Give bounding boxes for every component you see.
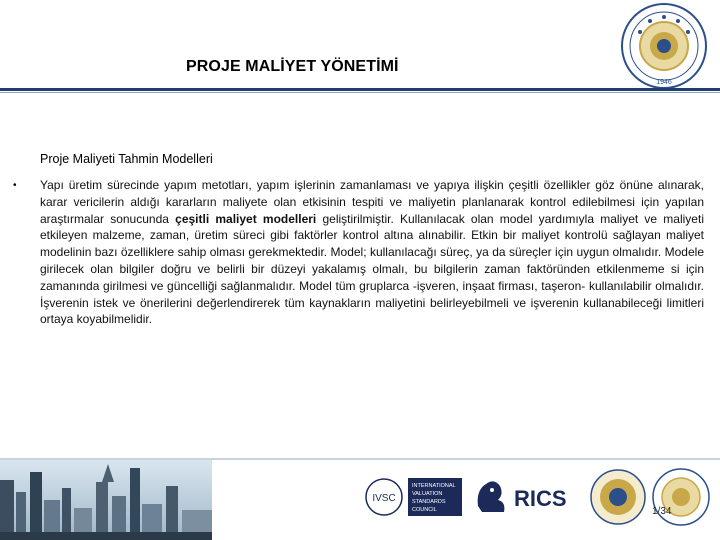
- svg-text:1946: 1946: [656, 79, 672, 86]
- svg-text:STANDARDS: STANDARDS: [412, 499, 446, 505]
- footer-seal-right: [650, 466, 712, 528]
- university-seal-logo: [620, 2, 708, 90]
- paragraph-text-end: geliştirilmiştir. Kullanılacak olan model yardımıyla maliyet ve maliyeti etkileyen malzeme, zaman, üretim süreci gibi faktörler kontrol altına alınabilir. Etkin bir maliyet kontrolü sağlayan maliyet modelinin bazı özelliklere sahip olması gerekmektedir. Model; kullanılacağı süreç, ya da süreçler için uygun olmalıdır. Modele girilecek olan bilgiler doğru ve belirli bir düzeyi yakalamış olmalı, bu bilgilerin zaman faktöründen etkilenmeme si için zamanında girilmesi ve güncelliği sağlanmalıdır. Model tüm gruplarca -işveren, inşaat firması, taşeron- kullanılabilir olmalıdır. İşverenin istek ve önerilerini değerlendirerek tüm kaynakların maliyetini belirleyebilmeli ve işverenin kullanabileceği limitleri ortaya koyabilmelidir.: [40, 211, 704, 327]
- paragraph-text-start: Yapı üretim sürecinde yapım metotları, yapım işlerinin zamanlaması ve yapıya ilişkin çeşitli özellikler göz önüne alınarak, karar vericilerin aldığı kararların maliyete olan etkisinin tespiti ve maliyetin planlanarak kontrol edilebilmesi için yapılan araştırmalar sonucunda: [40, 178, 704, 226]
- section-subtitle: Proje Maliyeti Tahmin Modelleri: [40, 152, 213, 166]
- rics-logo: [470, 466, 580, 528]
- rics-logo-label: RICS: [514, 486, 567, 511]
- svg-text:VALUATION: VALUATION: [412, 491, 443, 497]
- bullet-marker: •: [13, 180, 17, 191]
- header-divider-thin: [0, 92, 720, 93]
- header-divider: [0, 88, 720, 91]
- page-number: 1/34: [652, 506, 672, 517]
- page-title: PROJE MALİYET YÖNETİMİ: [186, 58, 399, 75]
- body-paragraph: [40, 177, 704, 328]
- city-skyline-image: [0, 460, 212, 540]
- ivsc-logo-label: IVSC: [372, 493, 396, 504]
- footer-seal-left: [588, 466, 648, 528]
- svg-text:INTERNATIONAL: INTERNATIONAL: [412, 483, 456, 489]
- svg-text:COUNCIL: COUNCIL: [412, 507, 437, 513]
- paragraph-bold-phrase: çeşitli maliyet modelleri: [175, 211, 317, 226]
- ivsc-logo: [364, 466, 464, 528]
